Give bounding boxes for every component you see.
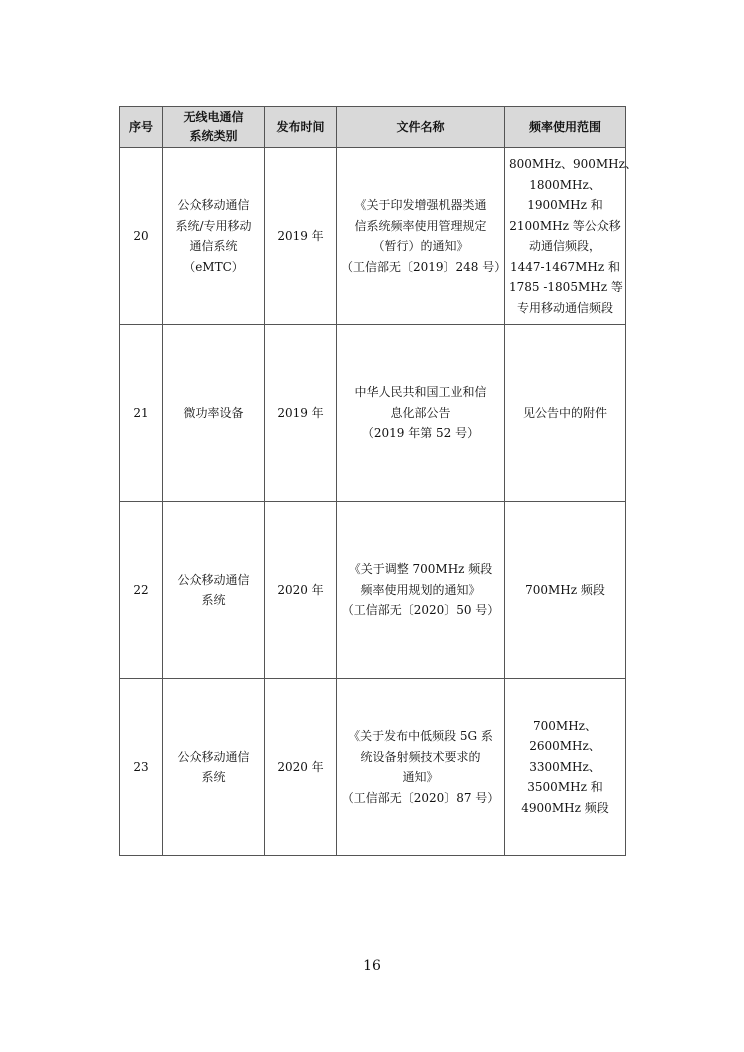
cell-range <box>505 502 626 679</box>
cell-range-line: 2100MHz 等公众移 <box>509 218 621 233</box>
header-line: 系统类别 <box>189 129 238 143</box>
cell-category-line: 公众移动通信 <box>177 749 250 764</box>
header-no <box>120 107 163 148</box>
header-category <box>163 107 265 148</box>
table-row <box>120 325 626 502</box>
cell-no: 22 <box>120 502 163 679</box>
cell-category-line: 系统 <box>201 770 226 784</box>
header-time <box>265 107 337 148</box>
cell-document-line: 《关于发布中低频段 5G 系 <box>348 729 493 743</box>
cell-range-line: 2600MHz、 <box>529 739 601 754</box>
header-range <box>505 107 626 148</box>
cell-time: 2019 年 <box>265 325 337 502</box>
cell-range <box>505 325 626 502</box>
cell-document-line: （工信部无〔2019〕248 号） <box>341 259 507 274</box>
cell-range-line: 4900MHz 频段 <box>521 800 609 815</box>
cell-range-line: 见公告中的附件 <box>522 405 607 420</box>
cell-range-line: 700MHz 频段 <box>525 582 605 597</box>
cell-range <box>505 679 626 856</box>
cell-category-line: 通信系统 <box>189 239 238 253</box>
table-row <box>120 148 626 325</box>
header-document <box>337 107 505 148</box>
cell-range-line: 800MHz、900MHz、 <box>509 157 637 171</box>
cell-time: 2020 年 <box>265 679 337 856</box>
cell-range-line: 1900MHz 和 <box>527 198 603 212</box>
cell-range-line: 700MHz、 <box>533 718 597 733</box>
cell-range <box>505 148 637 325</box>
cell-range-line: 专用移动通信频段 <box>516 300 613 315</box>
cell-category-line: 公众移动通信 <box>177 198 250 212</box>
cell-document-line: 通知》 <box>402 770 439 784</box>
page-number: 16 <box>363 958 381 974</box>
cell-time: 2019 年 <box>265 148 337 325</box>
cell-document <box>337 148 505 325</box>
cell-document-line: （工信部无〔2020〕50 号） <box>341 603 500 618</box>
cell-document-line: 《关于调整 700MHz 频段 <box>348 562 493 577</box>
cell-category <box>163 502 265 679</box>
cell-category-line: 公众移动通信 <box>177 572 250 587</box>
cell-document-line: 信系统频率使用管理规定 <box>354 218 487 233</box>
cell-category-line: 系统/专用移动 <box>175 218 252 233</box>
cell-range-line: 1785 -1805MHz 等 <box>509 280 623 294</box>
table-body <box>120 148 637 856</box>
cell-document-line: 息化部公告 <box>390 405 451 420</box>
cell-document-line: 频率使用规划的通知》 <box>360 582 481 597</box>
table-row <box>120 502 626 679</box>
cell-range-line: 3300MHz、 <box>529 759 601 774</box>
cell-category-line: 微功率设备 <box>183 405 244 420</box>
cell-document <box>337 502 505 679</box>
cell-category-line: （eMTC） <box>183 259 244 274</box>
cell-document-line: 《关于印发增强机器类通 <box>354 198 487 212</box>
header-line: 无线电通信 <box>183 110 244 124</box>
frequency-table <box>119 106 637 856</box>
cell-no: 23 <box>120 679 163 856</box>
header-row <box>120 107 626 148</box>
cell-range-line: 1447-1467MHz 和 <box>509 259 621 274</box>
cell-range-line: 动通信频段， <box>528 239 601 253</box>
header-line: 序号 <box>128 119 153 134</box>
cell-document <box>337 679 505 856</box>
cell-no: 20 <box>120 148 163 325</box>
cell-no: 21 <box>120 325 163 502</box>
cell-time: 2020 年 <box>265 502 337 679</box>
cell-category <box>163 679 265 856</box>
cell-category <box>163 148 265 325</box>
cell-range-line: 1800MHz、 <box>529 177 601 192</box>
cell-document <box>337 325 505 502</box>
cell-category-line: 系统 <box>201 593 226 607</box>
cell-document-line: 统设备射频技术要求的 <box>360 749 481 764</box>
table-row <box>120 679 626 856</box>
cell-range-line: 3500MHz 和 <box>527 780 603 795</box>
cell-category <box>163 325 265 502</box>
cell-document-line: 中华人民共和国工业和信 <box>354 385 487 400</box>
cell-document-line: （暂行）的通知》 <box>372 239 469 253</box>
header-line: 频率使用范围 <box>528 119 601 134</box>
cell-document-line: （工信部无〔2020〕87 号） <box>341 790 500 805</box>
cell-document-line: （2019 年第 52 号） <box>361 426 480 441</box>
header-line: 发布时间 <box>276 119 325 134</box>
header-line: 文件名称 <box>396 119 445 134</box>
